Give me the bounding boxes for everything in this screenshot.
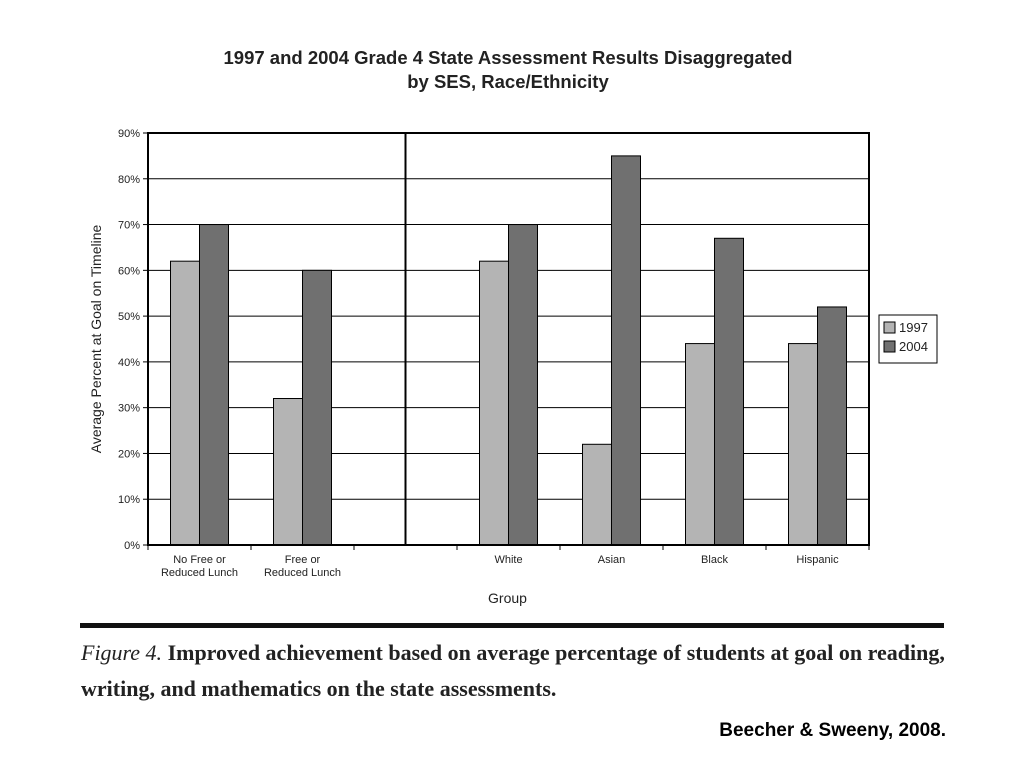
y-tick-label: 40%: [117, 356, 140, 369]
y-tick-label: 70%: [117, 219, 140, 232]
y-axis-title: Average Percent at Goal on Timeline: [88, 224, 104, 454]
x-tick-label: Black: [701, 554, 728, 566]
y-tick-label: 20%: [117, 448, 140, 461]
x-tick-label: Reduced Lunch: [160, 567, 239, 579]
bar-2004: [715, 238, 744, 545]
bar-2004: [200, 225, 229, 545]
bar-1997: [171, 261, 200, 545]
x-tick-label: Reduced Lunch: [263, 567, 342, 579]
y-tick-label: 0%: [124, 540, 140, 552]
x-tick-label: Free or: [284, 554, 321, 566]
bar-2004: [509, 225, 538, 545]
caption-rule: [80, 623, 944, 628]
x-tick-label: Hispanic: [796, 554, 839, 566]
legend-label-2004: 2004: [899, 339, 928, 354]
figure-label: Figure 4.: [81, 640, 163, 665]
y-tick-label: 90%: [117, 128, 140, 140]
legend-swatch-2004: [884, 341, 895, 352]
x-tick-label: Asian: [597, 554, 626, 566]
bar-1997: [686, 344, 715, 545]
bar-1997: [274, 399, 303, 545]
x-axis-title: Group: [488, 590, 527, 606]
chart-title-line-1: 1997 and 2004 Grade 4 State Assessment Results Disaggregated: [223, 47, 793, 68]
y-tick-label: 80%: [117, 173, 140, 186]
source-credit: Beecher & Sweeny, 2008.: [719, 720, 946, 741]
bar-1997: [480, 261, 509, 545]
bar-1997: [583, 444, 612, 545]
x-tick-label: White: [494, 554, 523, 566]
legend-swatch-1997: [884, 322, 895, 333]
y-tick-label: 30%: [117, 402, 140, 415]
chart-title-line-2: by SES, Race/Ethnicity: [407, 71, 609, 92]
y-tick-label: 50%: [117, 311, 140, 324]
figure-caption: [81, 635, 961, 707]
bar-2004: [612, 156, 641, 545]
x-tick-label: No Free or: [173, 554, 226, 566]
figure-text: Improved achievement based on average percentage of students at goal on reading, writing, and mathematics on the state assessments.: [81, 640, 945, 701]
bar-2004: [303, 270, 332, 545]
y-tick-label: 10%: [117, 494, 140, 507]
y-tick-label: 60%: [117, 265, 140, 278]
legend-label-1997: 1997: [899, 320, 928, 335]
bar-1997: [789, 344, 818, 545]
bar-2004: [818, 307, 847, 545]
